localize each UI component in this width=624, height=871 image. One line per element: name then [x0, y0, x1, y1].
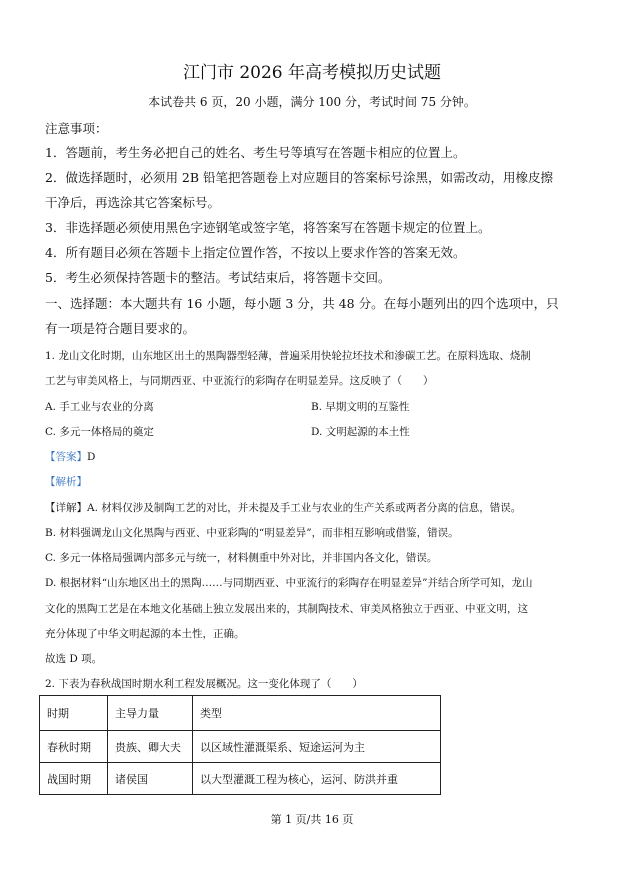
q1-stem: 1. 龙山文化时期，山东地区出土的黑陶器型轻薄，普遍采用快轮拉坯技术和渗碳工艺。在原料选取、烧制 — [45, 350, 531, 362]
table-row — [40, 763, 441, 795]
detail-text: A. 材料仅涉及制陶工艺的对比，并未提及手工业与农业的生产关系或两者分离的信息，错误。 — [87, 502, 522, 514]
table-cell: 贵族、卿大夫 — [108, 731, 193, 763]
table-header-cell: 主导力量 — [108, 696, 193, 731]
table-row — [40, 731, 441, 763]
table-cell: 战国时期 — [40, 763, 108, 795]
section-heading: 一、选择题：本大题共有 16 小题，每小题 3 分，共 48 分。在每小题列出的四个选项中，只 — [45, 296, 559, 311]
q1-stem-cont: 工艺与审美风格上，与同期西亚、中亚流行的彩陶存在明显差异。这反映了（ ） — [45, 375, 434, 387]
q2-table — [39, 695, 441, 795]
q2-stem: 2. 下表为春秋战国时期水利工程发展概况。这一变化体现了（ ） — [45, 678, 363, 690]
q1-detail-d: D. 根据材料“山东地区出土的黑陶……与同期西亚、中亚流行的彩陶存在明显差异”并结合所学可知，龙山 — [45, 577, 533, 589]
notice-line: 3．非选择题必须使用黑色字迹钢笔或签字笔，将答案写在答题卡规定的位置上。 — [45, 220, 491, 235]
q1-detail-c: C. 多元一体格局强调内部多元与统一，材料侧重中外对比，并非国内各文化，错误。 — [45, 552, 438, 564]
table-header-cell: 时期 — [40, 696, 108, 731]
exam-info: 本试卷共 6 页，20 小题，满分 100 分，考试时间 75 分钟。 — [148, 95, 476, 109]
notice-line: 4．所有题目必须在答题卡上指定位置作答，不按以上要求作答的答案无效。 — [45, 245, 466, 260]
table-cell: 以区域性灌溉渠系、短途运河为主 — [193, 731, 441, 763]
q1-option-c: C. 多元一体格局的奠定 — [45, 426, 154, 438]
notice-line: 1．答题前，考生务必把自己的姓名、考生号等填写在答题卡相应的位置上。 — [45, 145, 466, 160]
page-number: 第 1 页/共 16 页 — [270, 813, 354, 826]
q1-detail-b: B. 材料强调龙山文化黑陶与西亚、中亚彩陶的“明显差异”，而非相互影响或借鉴，错误。 — [45, 527, 459, 539]
detail-label: 【详解】 — [45, 502, 87, 514]
q1-option-b: B. 早期文明的互鉴性 — [311, 401, 410, 413]
analysis-label: 【解析】 — [45, 476, 87, 488]
notice-line: 干净后，再选涂其它答案标号。 — [45, 195, 221, 210]
q1-option-d: D. 文明起源的本土性 — [311, 426, 410, 438]
notice-line: 2．做选择题时，必须用 2B 铅笔把答题卷上对应题目的答案标号涂黑，如需改动，用橡皮擦 — [45, 170, 554, 185]
q1-conclusion: 故选 D 项。 — [45, 653, 103, 665]
table-cell: 以大型灌溉工程为核心，运河、防洪并重 — [193, 763, 441, 795]
q1-option-a: A. 手工业与农业的分离 — [45, 401, 154, 413]
q1-detail-d-cont: 文化的黑陶工艺是在本地文化基础上独立发展出来的，其制陶技术、审美风格独立于西亚、中亚文明，这 — [45, 603, 528, 615]
answer-value: D — [87, 451, 96, 463]
q1-detail-a — [45, 500, 521, 515]
notice-heading: 注意事项： — [45, 121, 108, 136]
page-title: 江门市 2026 年高考模拟历史试题 — [182, 63, 442, 83]
table-header-cell: 类型 — [193, 696, 441, 731]
notice-line: 5．考生必须保持答题卡的整洁。考试结束后，将答题卡交回。 — [45, 270, 391, 285]
q1-detail-d-cont: 充分体现了中华文明起源的本土性，正确。 — [45, 628, 245, 640]
answer-label: 【答案】 — [45, 451, 87, 463]
table-header-row — [40, 696, 441, 731]
section-heading-cont: 有一项是符合题目要求的。 — [45, 321, 196, 336]
table-cell: 诸侯国 — [108, 763, 193, 795]
table-cell: 春秋时期 — [40, 731, 108, 763]
q1-answer — [45, 449, 95, 464]
